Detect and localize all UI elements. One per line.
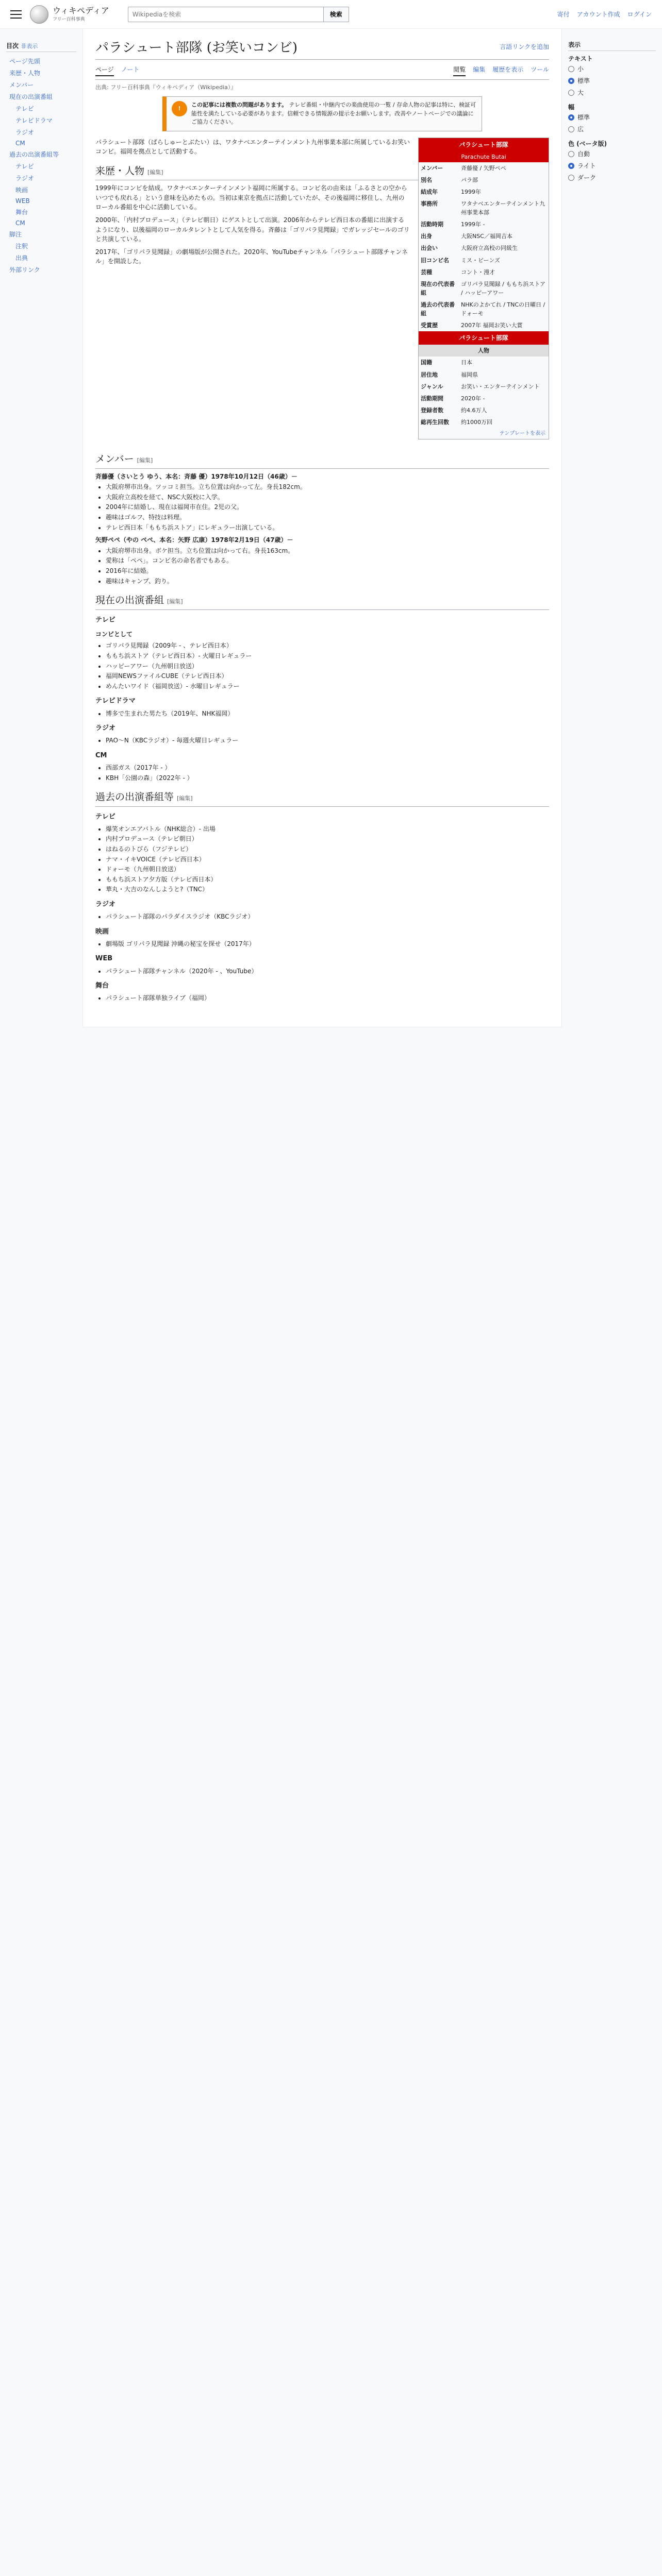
infobox-subtitle: Parachute Butai bbox=[419, 151, 549, 162]
width-title: 幅 bbox=[568, 104, 575, 111]
infobox-value: コント・漫才 bbox=[461, 268, 495, 276]
infobox-key: 過去の代表番組 bbox=[421, 301, 455, 317]
infobox-value: お笑い・エンターテインメント bbox=[461, 383, 540, 390]
program-item: • パラシュート部隊のパラダイスラジオ（KBCラジオ） bbox=[106, 912, 549, 922]
member-fact: • 愛称は「ペペ」。コンビ名の命名者でもある。 bbox=[106, 556, 549, 566]
tab-tools[interactable]: ツール bbox=[531, 66, 549, 73]
search-button[interactable]: 検索 bbox=[324, 7, 349, 22]
web-list bbox=[95, 967, 549, 976]
section-current: 現在の出演番組 [編集] bbox=[95, 593, 549, 609]
infobox-key: 出会い bbox=[421, 245, 438, 252]
radio-icon bbox=[568, 126, 574, 132]
text-size-radio[interactable] bbox=[568, 87, 656, 98]
program-item: • ナマ・イキVOICE（テレビ西日本） bbox=[106, 855, 549, 865]
member2-heading: 矢野ペペ（やの ぺぺ、本名：矢野 広康）1978年2月19日（47歳）－ bbox=[95, 536, 293, 544]
infobox-row bbox=[419, 299, 549, 319]
radio-label: 小 bbox=[577, 65, 584, 73]
tab-history[interactable]: 履歴を表示 bbox=[492, 66, 524, 73]
warning-icon: ! bbox=[172, 101, 187, 116]
edit-link[interactable]: [編集] bbox=[147, 168, 163, 176]
site-tagline: フリー百科事典 bbox=[53, 16, 85, 22]
member-fact: • 2004年に結婚し、現在は福岡市在住。2児の父。 bbox=[106, 502, 549, 512]
infobox-key: ジャンル bbox=[421, 383, 443, 390]
section-members: メンバー [編集] bbox=[95, 452, 549, 468]
infobox-yt-section: パラシュート部隊 bbox=[419, 331, 549, 345]
tv-regular-title: コンビとして bbox=[95, 630, 133, 638]
tab-edit[interactable]: 編集 bbox=[473, 66, 486, 73]
infobox-row bbox=[419, 381, 549, 393]
infobox bbox=[418, 138, 549, 440]
program-item: • 華丸・大吉のなんしようと?（TNC） bbox=[106, 885, 549, 894]
main-menu-icon[interactable] bbox=[10, 10, 22, 19]
radio-label: 広 bbox=[577, 126, 584, 133]
member-fact: • 趣味はゴルフ、特技は料理。 bbox=[106, 513, 549, 522]
subsection-tv: テレビ bbox=[95, 616, 115, 624]
toc-item[interactable]: ラジオ bbox=[15, 175, 35, 182]
infobox-row bbox=[419, 404, 549, 416]
member-fact: • テレビ西日本「ももち浜ストア」にレギュラー出演している。 bbox=[106, 523, 549, 533]
infobox-value: 約1000万回 bbox=[461, 418, 492, 426]
radio-icon bbox=[568, 114, 574, 121]
toc-list bbox=[6, 55, 76, 276]
color-radio[interactable] bbox=[568, 172, 656, 183]
infobox-key: 出身 bbox=[421, 233, 432, 240]
language-link[interactable]: 言語リンクを追加 bbox=[500, 43, 549, 50]
radio-label: 標準 bbox=[577, 114, 590, 121]
site-header bbox=[0, 0, 662, 29]
section-history: 来歴・人物 [編集] bbox=[95, 164, 549, 180]
toc-item[interactable]: CM bbox=[15, 140, 25, 147]
infobox-value: 斉藤優 / 矢野ペペ bbox=[461, 165, 506, 172]
subsection-stage: 舞台 bbox=[95, 982, 109, 990]
infobox-row bbox=[419, 198, 549, 218]
section-past: 過去の出演番組等 [編集] bbox=[95, 790, 549, 806]
article bbox=[82, 29, 562, 1027]
radio-icon bbox=[568, 151, 574, 157]
program-item: • 博多で生まれた男たち（2019年、NHK福岡） bbox=[106, 709, 549, 719]
program-item: • めんたいワイド（福岡放送）- 水曜日レギュラー bbox=[106, 682, 549, 691]
toc-item[interactable]: 現在の出演番組 bbox=[9, 93, 53, 100]
infobox-key: 活動時期 bbox=[421, 221, 443, 228]
toc-sidebar bbox=[0, 29, 82, 1027]
drama-list bbox=[95, 709, 549, 719]
radio-label: ライト bbox=[577, 162, 596, 170]
edit-link[interactable]: [編集] bbox=[137, 457, 153, 464]
infobox-value: 福岡県 bbox=[461, 371, 478, 378]
cm-list bbox=[95, 763, 549, 783]
infobox-value: 1999年 - bbox=[461, 221, 485, 228]
infobox-yt-table bbox=[419, 357, 549, 428]
program-item: • はねるのトびら（フジテレビ） bbox=[106, 844, 549, 854]
subsection-past-tv: テレビ bbox=[95, 812, 115, 821]
infobox-value: ワタナベエンターテインメント九州事業本部 bbox=[461, 200, 545, 216]
past-tv-list bbox=[95, 824, 549, 894]
text-size-title: テキスト bbox=[568, 55, 593, 62]
infobox-row bbox=[419, 416, 549, 428]
member-fact: • 大阪府立高校を経て、NSC大阪校に入学。 bbox=[106, 493, 549, 502]
toc-hide-button[interactable]: 非表示 bbox=[21, 43, 38, 49]
infobox-key: 事務所 bbox=[421, 200, 438, 208]
create-account-link[interactable]: アカウント作成 bbox=[576, 11, 620, 18]
member1-list bbox=[95, 482, 549, 532]
history-paragraph: 1999年にコンビを結成。ワタナベエンターテインメント福岡に所属する。コンビ名の由来は「ふるさとの空からいつでも戻れる」という意味を込めたもの。当初は東京を拠点に活動していたが、その後福岡に移住し、九州のローカル番組を中心に活動している。 bbox=[95, 184, 407, 211]
program-item: • ハッピーアワー（九州朝日放送） bbox=[106, 662, 549, 671]
past-radio-list bbox=[95, 912, 549, 922]
toc-item[interactable]: テレビドラマ bbox=[15, 117, 53, 124]
tab-page[interactable]: ページ bbox=[95, 65, 114, 76]
infobox-value: ゴリパラ見聞録 / ももち浜ストア / ハッピーアワー bbox=[461, 280, 546, 296]
movie-list bbox=[95, 939, 549, 949]
infobox-row bbox=[419, 186, 549, 198]
intro-paragraph: パラシュート部隊（ぱらしゅーとぶたい）は、ワタナベエンターテインメント九州事業本部に所属しているお笑いコンビ。福岡を拠点として活動する。 bbox=[95, 138, 410, 156]
member1-heading: 斉藤優（さいとう ゆう、本名：斉藤 優）1978年10月12日（46歳）－ bbox=[95, 472, 297, 480]
notice-title: この記事には複数の問題があります。 bbox=[191, 101, 288, 108]
search-form bbox=[128, 7, 349, 22]
program-item: • 福岡NEWSファイルCUBE（テレビ西日本） bbox=[106, 671, 549, 681]
toc-item[interactable]: CM bbox=[15, 219, 25, 227]
program-item: • パラシュート部隊単独ライブ（福岡） bbox=[106, 993, 549, 1003]
toc-item[interactable]: テレビ bbox=[15, 105, 34, 112]
program-item: • ももち浜ストア（テレビ西日本）- 火曜日レギュラー bbox=[106, 651, 549, 661]
infobox-value: 2007年 福岡お笑い大賞 bbox=[461, 321, 523, 329]
infobox-value: 日本 bbox=[461, 359, 472, 366]
infobox-key: 総再生回数 bbox=[421, 418, 449, 426]
site-logo[interactable] bbox=[30, 5, 109, 24]
infobox-row bbox=[419, 369, 549, 381]
color-title: 色 (ベータ版) bbox=[568, 140, 607, 147]
infobox-row bbox=[419, 242, 549, 254]
tv-list bbox=[95, 641, 549, 691]
infobox-key: 受賞歴 bbox=[421, 321, 438, 329]
toc-item[interactable]: WEB bbox=[15, 197, 30, 205]
toc-item[interactable]: 過去の出演番組等 bbox=[9, 151, 59, 158]
radio-list bbox=[95, 736, 549, 745]
program-item: • ゴリパラ見聞録（2009年 - 、テレビ西日本） bbox=[106, 641, 549, 651]
infobox-key: 旧コンビ名 bbox=[421, 257, 449, 264]
radio-label: 標準 bbox=[577, 77, 590, 84]
infobox-value: パラ部 bbox=[461, 177, 478, 184]
toc-item[interactable]: テレビ bbox=[15, 163, 34, 170]
color-radio[interactable] bbox=[568, 148, 656, 160]
page-tabs bbox=[95, 62, 549, 80]
width-radio[interactable] bbox=[568, 111, 656, 123]
infobox-key: 居住地 bbox=[421, 371, 438, 378]
infobox-key: 活動期間 bbox=[421, 395, 443, 402]
site-wordmark: ウィキペディア bbox=[53, 6, 109, 16]
subsection-radio: ラジオ bbox=[95, 724, 116, 733]
subsection-cm: CM bbox=[95, 751, 107, 759]
page-title bbox=[95, 37, 549, 60]
toc-item[interactable]: ページ先頭 bbox=[9, 58, 40, 65]
toc-title: 目次 非表示 bbox=[6, 41, 76, 52]
infobox-row bbox=[419, 255, 549, 266]
subsection-past-radio: ラジオ bbox=[95, 900, 116, 908]
infobox-value: 1999年 bbox=[461, 189, 481, 196]
maintenance-notice bbox=[162, 96, 482, 131]
tab-read[interactable]: 閲覧 bbox=[453, 65, 466, 76]
infobox-value: ミス・ビーンズ bbox=[461, 257, 501, 264]
infobox-key: 芸種 bbox=[421, 268, 432, 276]
edit-link[interactable]: [編集] bbox=[177, 795, 193, 802]
subsection-web: WEB bbox=[95, 955, 113, 963]
article-body bbox=[95, 138, 549, 1003]
user-links bbox=[557, 10, 652, 19]
radio-label: 大 bbox=[577, 89, 584, 96]
source-line: 出典: フリー百科事典『ウィキペディア（Wikipedia）』 bbox=[95, 84, 237, 91]
toc-item[interactable]: 外部リンク bbox=[9, 266, 40, 274]
login-link[interactable]: ログイン bbox=[627, 11, 652, 18]
infobox-key: 結成年 bbox=[421, 189, 438, 196]
infobox-title: パラシュート部隊 bbox=[419, 138, 549, 152]
infobox-row bbox=[419, 357, 549, 368]
text-size-options bbox=[568, 63, 656, 98]
infobox-value: 約4.6万人 bbox=[461, 406, 487, 414]
infobox-key: 現在の代表番組 bbox=[421, 280, 455, 296]
infobox-key: 国籍 bbox=[421, 359, 432, 366]
subsection-movie: 映画 bbox=[95, 927, 109, 936]
infobox-key: 登録者数 bbox=[421, 406, 443, 414]
donate-link[interactable]: 寄付 bbox=[557, 11, 570, 18]
program-item: • 劇場版 ゴリパラ見聞録 沖縄の秘宝を探せ（2017年） bbox=[106, 939, 549, 949]
template-link[interactable]: テンプレートを表示 bbox=[499, 430, 545, 436]
toc-item[interactable]: 出典 bbox=[15, 255, 28, 262]
infobox-yt-sub: 人物 bbox=[419, 345, 549, 357]
program-item: • 爆笑オンエアバトル（NHK総合）- 出場 bbox=[106, 824, 549, 834]
radio-icon bbox=[568, 175, 574, 181]
text-size-radio[interactable] bbox=[568, 75, 656, 87]
member2-list bbox=[95, 546, 549, 586]
infobox-row bbox=[419, 174, 549, 186]
infobox-value: 大阪府立高校の同級生 bbox=[461, 245, 518, 252]
appearance-panel bbox=[562, 29, 662, 1027]
appearance-title: 表示 bbox=[568, 40, 656, 51]
edit-link[interactable]: [編集] bbox=[167, 598, 183, 605]
member-fact: • 趣味はキャンプ、釣り。 bbox=[106, 577, 549, 586]
toc-item[interactable]: 注釈 bbox=[15, 243, 28, 250]
infobox-row bbox=[419, 230, 549, 242]
member-fact: • 2016年に結婚。 bbox=[106, 566, 549, 576]
toc-item[interactable]: ラジオ bbox=[15, 129, 35, 136]
subsection-drama: テレビドラマ bbox=[95, 697, 136, 705]
search-input[interactable] bbox=[128, 7, 324, 22]
infobox-value: 2020年 - bbox=[461, 395, 485, 402]
infobox-row bbox=[419, 278, 549, 299]
page-title-text: パラシュート部隊 (お笑いコンビ) bbox=[95, 40, 298, 56]
program-item: • 内村プロデュース（テレビ朝日） bbox=[106, 834, 549, 844]
member-fact: • 大阪府堺市出身。ボケ担当。立ち位置は向かって右。身長163cm。 bbox=[106, 546, 549, 556]
program-item: • PAO〜N（KBCラジオ）- 毎週火曜日レギュラー bbox=[106, 736, 549, 745]
toc-item[interactable]: メンバー bbox=[9, 81, 34, 89]
toc-item[interactable]: 来歴・人物 bbox=[9, 70, 41, 77]
toc-item[interactable]: 脚注 bbox=[9, 231, 22, 238]
radio-icon bbox=[568, 163, 574, 169]
color-radio[interactable] bbox=[568, 160, 656, 172]
infobox-value: 大阪NSC／福岡吉本 bbox=[461, 233, 512, 240]
infobox-table bbox=[419, 162, 549, 331]
color-options bbox=[568, 148, 656, 183]
program-item: • 西部ガス（2017年 - ） bbox=[106, 763, 549, 773]
radio-icon bbox=[568, 78, 574, 84]
infobox-row bbox=[419, 218, 549, 230]
wikipedia-globe-icon bbox=[30, 5, 48, 24]
radio-label: ダーク bbox=[577, 174, 597, 181]
text-size-radio[interactable] bbox=[568, 63, 656, 75]
width-options bbox=[568, 111, 656, 135]
toc-item[interactable]: 舞台 bbox=[15, 209, 28, 216]
infobox-key: メンバー bbox=[421, 165, 443, 172]
radio-icon bbox=[568, 66, 574, 72]
program-item: • ドォーモ（九州朝日放送） bbox=[106, 865, 549, 874]
member-fact: • 大阪府堺市出身。ツッコミ担当。立ち位置は向かって左。身長182cm。 bbox=[106, 482, 549, 492]
infobox-key: 別名 bbox=[421, 177, 432, 184]
infobox-row bbox=[419, 266, 549, 278]
infobox-row bbox=[419, 393, 549, 404]
infobox-row bbox=[419, 162, 549, 174]
program-item: • パラシュート部隊チャンネル（2020年 - 、YouTube） bbox=[106, 967, 549, 976]
infobox-row bbox=[419, 319, 549, 331]
history-paragraph: 2000年、「内村プロデュース」（テレビ朝日）にゲストとして出演。2006年からテレビ西日本の番組に出演するようになり、以後福岡のローカルタレントとして人気を得る。斉藤は「ゴリパラ見聞録」でガレッジセールのゴリと共演している。 bbox=[95, 216, 410, 243]
program-item: • KBH「公園の森」（2022年 - ） bbox=[106, 773, 549, 783]
width-radio[interactable] bbox=[568, 123, 656, 135]
radio-icon bbox=[568, 90, 574, 96]
notice-text: テレビ番組・中継内での楽曲使用の一覧 / 存命人物の記事は特に、検証可能性を満たしている必要があります。信頼できる情報源の提示をお願いします。改善やノートページでの議論にご協力ください。 bbox=[191, 101, 476, 125]
program-item: • ももち浜ストア夕方版（テレビ西日本） bbox=[106, 875, 549, 885]
infobox-value: NHKのよかてれ / TNCの日曜日 / ドォーモ bbox=[461, 301, 545, 317]
history-paragraph: 2017年、「ゴリパラ見聞録」の劇場版が公開された。2020年、YouTubeチャンネル「パラシュート部隊チャンネル」を開設した。 bbox=[95, 248, 408, 265]
stage-list bbox=[95, 993, 549, 1003]
tab-talk[interactable]: ノート bbox=[121, 66, 140, 73]
toc-item[interactable]: 映画 bbox=[15, 187, 28, 194]
radio-label: 自動 bbox=[577, 150, 590, 158]
